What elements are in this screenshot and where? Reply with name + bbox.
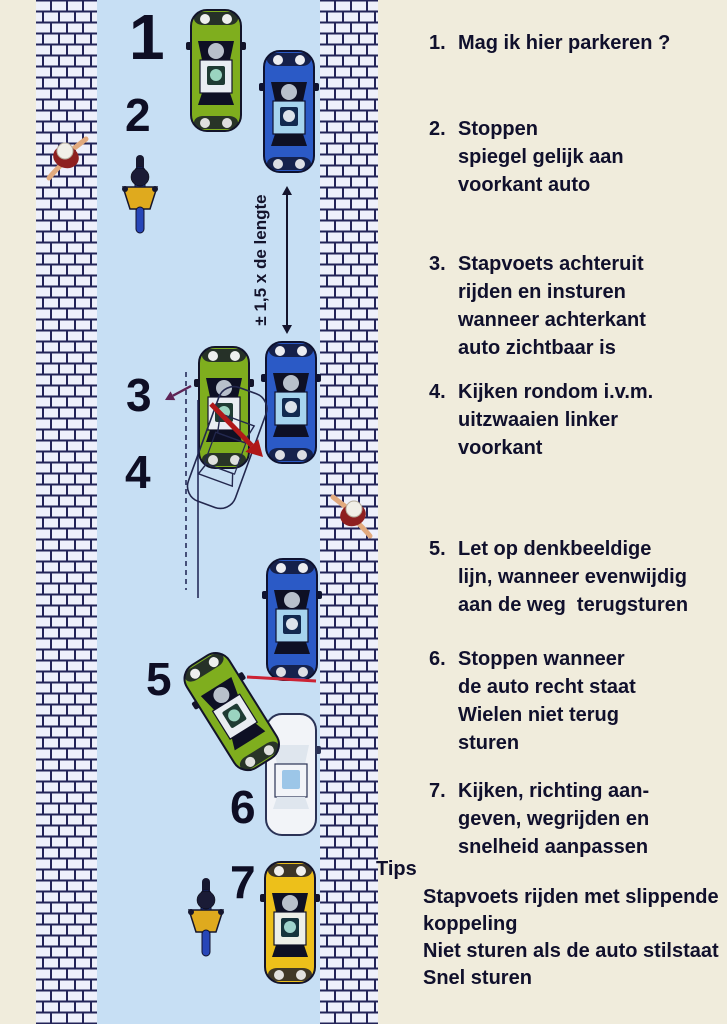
tips-line: Snel sturen xyxy=(423,967,532,989)
step-number-6: 6 xyxy=(230,781,256,833)
car-blue-parked-mid xyxy=(261,342,321,463)
car-blue-parked-top xyxy=(259,51,319,172)
instruction-number: 4. xyxy=(429,381,446,403)
instruction-text: Stoppen wanneer de auto recht staat Wielen niet terug sturen xyxy=(458,648,636,754)
tips-lines xyxy=(423,884,719,992)
instruction-text: Kijken, richting aan- geven, wegrijden en snelheid aanpassen xyxy=(458,780,650,858)
step-number-5: 5 xyxy=(146,653,172,705)
step-number-4: 4 xyxy=(125,446,151,498)
step-number-1: 1 xyxy=(129,1,165,73)
car-green-driving xyxy=(186,10,246,131)
tips-line: Niet sturen als de auto stilstaat xyxy=(423,940,719,962)
instruction-number: 5. xyxy=(429,538,446,560)
instruction-number: 1. xyxy=(429,32,446,54)
car-green-reversing xyxy=(194,347,254,468)
instruction-number: 2. xyxy=(429,118,446,140)
tips-line: Stapvoets rijden met slippende xyxy=(423,886,719,908)
car-yellow-parked xyxy=(260,862,320,983)
instruction-item-1 xyxy=(429,29,670,57)
instruction-item-6 xyxy=(429,645,636,757)
distance-label: ± 1,5 x de lengte xyxy=(251,194,270,326)
instruction-text: Let op denkbeeldige lijn, wanneer evenwijdig aan de weg terugsturen xyxy=(458,538,689,616)
instruction-item-5 xyxy=(429,535,688,619)
step-number-2: 2 xyxy=(125,89,151,141)
instruction-text: Stapvoets achteruit rijden en insturen wanneer achterkant auto zichtbaar is xyxy=(458,253,646,359)
instruction-item-3 xyxy=(429,250,646,362)
instruction-item-2 xyxy=(429,115,624,199)
instruction-number: 6. xyxy=(429,648,446,670)
tips-line: koppeling xyxy=(423,913,518,935)
instruction-text: Kijken rondom i.v.m. uitzwaaien linker voorkant xyxy=(458,381,654,459)
step-number-3: 3 xyxy=(126,369,152,421)
instruction-text: Stoppen spiegel gelijk aan voorkant auto xyxy=(458,118,624,196)
instruction-number: 3. xyxy=(429,253,446,275)
instruction-number: 7. xyxy=(429,780,446,802)
tips-title: Tips xyxy=(376,858,417,880)
instruction-text: Mag ik hier parkeren ? xyxy=(458,32,671,54)
car-blue-parked-lower xyxy=(262,559,322,680)
instruction-item-7 xyxy=(429,777,649,861)
step-number-7: 7 xyxy=(230,856,256,908)
instruction-item-4 xyxy=(429,378,653,462)
